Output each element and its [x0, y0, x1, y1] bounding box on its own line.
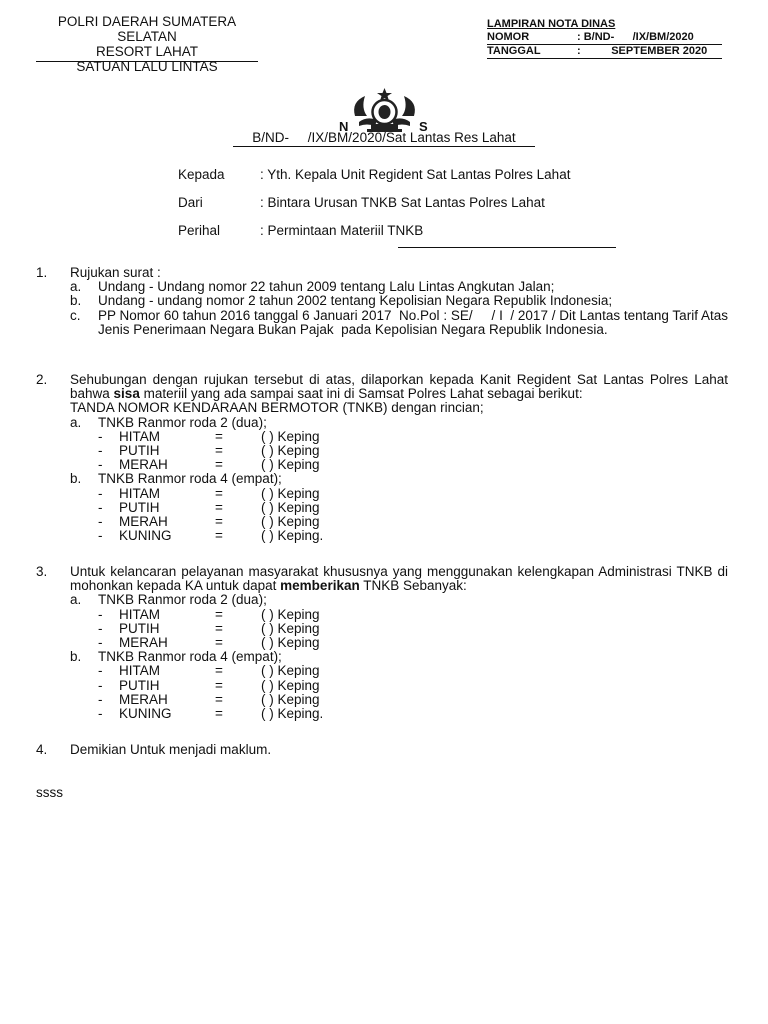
equals-sign: =	[215, 514, 223, 530]
nomor-label: NOMOR	[487, 31, 530, 43]
equals-sign: =	[215, 677, 223, 693]
color-name: KUNING	[119, 528, 172, 544]
bullet-dash: -	[98, 606, 103, 622]
bullet-dash: -	[98, 528, 103, 544]
quantity-row	[98, 608, 728, 622]
paragraph-text: Demikian Untuk menjadi maklum.	[70, 742, 272, 757]
header-divider	[36, 61, 258, 62]
quantity-row	[98, 664, 728, 678]
attachment-title: LAMPIRAN NOTA DINAS	[487, 18, 616, 30]
equals-sign: =	[215, 485, 223, 501]
nd-number-underline	[233, 146, 535, 147]
quantity-value: ( ) Keping	[261, 691, 320, 707]
paragraph-number: 3.	[36, 564, 48, 579]
quantity-row	[98, 622, 728, 636]
dari-label: Dari	[178, 195, 203, 210]
equals-sign: =	[215, 443, 223, 459]
quantity-value: ( ) Keping	[261, 499, 320, 515]
bullet-dash: -	[98, 663, 103, 679]
quantity-row	[98, 636, 728, 650]
quantity-row	[98, 707, 728, 721]
color-name: KUNING	[119, 706, 172, 722]
color-name: MERAH	[119, 635, 168, 651]
paragraph-text: Untuk kelancaran pelayanan masyarakat khususnya yang menggunakan kelengkapan Administrasi TNKB di mohonkan kepada KA untuk dapat memberikan TNKB Sebanyak:	[70, 564, 728, 594]
quantity-row	[98, 693, 728, 707]
emblem-letter-right: S	[419, 119, 428, 134]
paragraph-3	[36, 565, 728, 721]
color-name: MERAH	[119, 691, 168, 707]
bullet-dash: -	[98, 635, 103, 651]
color-name: MERAH	[119, 514, 168, 530]
subitem-b: b. TNKB Ranmor roda 4 (empat);	[70, 649, 282, 665]
paragraph-number: 1.	[36, 265, 48, 280]
address-divider	[398, 247, 616, 248]
bullet-dash: -	[98, 677, 103, 693]
quantity-value: ( ) Keping.	[261, 706, 324, 722]
perihal-label: Perihal	[178, 223, 221, 238]
equals-sign: =	[215, 457, 223, 473]
header-attachment	[487, 18, 722, 59]
equals-sign: =	[215, 428, 223, 444]
paragraph-2	[36, 373, 728, 543]
perihal-value: : Permintaan Materiil TNKB	[260, 223, 424, 238]
equals-sign: =	[215, 663, 223, 679]
nomor-value: : B/ND- /IX/BM/2020	[577, 31, 694, 43]
equals-sign: =	[215, 606, 223, 622]
bullet-dash: -	[98, 443, 103, 459]
reference-item: a. Undang - Undang nomor 22 tahun 2009 tentang Lalu Lintas Angkutan Jalan;	[70, 279, 555, 295]
color-name: PUTIH	[119, 499, 160, 515]
equals-sign: =	[215, 706, 223, 722]
quantity-value: ( ) Keping	[261, 457, 320, 473]
quantity-value: ( ) Keping	[261, 663, 320, 679]
bullet-dash: -	[98, 499, 103, 515]
bullet-dash: -	[98, 428, 103, 444]
paragraph-number: 4.	[36, 742, 48, 757]
color-name: HITAM	[119, 663, 160, 679]
quantity-row	[98, 501, 728, 515]
header-institution	[36, 14, 258, 74]
quantity-value: ( ) Keping	[261, 485, 320, 501]
color-list	[70, 487, 728, 544]
police-emblem-icon	[337, 86, 432, 134]
address-perihal	[178, 223, 423, 238]
color-name: HITAM	[119, 606, 160, 622]
attachment-title-row	[487, 18, 722, 31]
quantity-value: ( ) Keping	[261, 635, 320, 651]
color-name: MERAH	[119, 457, 168, 473]
bullet-dash: -	[98, 706, 103, 722]
equals-sign: =	[215, 528, 223, 544]
bullet-dash: -	[98, 620, 103, 636]
color-list	[70, 664, 728, 721]
tanggal-label: TANGGAL	[487, 45, 541, 57]
equals-sign: =	[215, 620, 223, 636]
color-name: HITAM	[119, 428, 160, 444]
attachment-nomor-row	[487, 31, 722, 45]
paragraph-1	[36, 265, 732, 337]
quantity-row	[98, 529, 728, 543]
subitem-a: a. TNKB Ranmor roda 2 (dua);	[70, 414, 267, 430]
subitem-a: a. TNKB Ranmor roda 2 (dua);	[70, 592, 267, 608]
bullet-dash: -	[98, 514, 103, 530]
paragraph-text: Sehubungan dengan rujukan tersebut di atas, dilaporkan kepada Kanit Regident Sat Lantas Polres Lahat bahwa sisa materiil yang ada sampai saat ini di Samsat Polres Lahat sebagai berikut:	[70, 372, 728, 402]
quantity-value: ( ) Keping.	[261, 528, 324, 544]
color-name: PUTIH	[119, 620, 160, 636]
paragraph-number: 2.	[36, 372, 48, 387]
color-name: PUTIH	[119, 677, 160, 693]
subitem-b: b. TNKB Ranmor roda 4 (empat);	[70, 471, 282, 487]
quantity-row	[98, 430, 728, 444]
bullet-dash: -	[98, 485, 103, 501]
emblem-letter-left: N	[339, 119, 349, 134]
quantity-value: ( ) Keping	[261, 677, 320, 693]
tanggal-value: : SEPTEMBER 2020	[577, 45, 708, 57]
quantity-value: ( ) Keping	[261, 428, 320, 444]
quantity-value: ( ) Keping	[261, 514, 320, 530]
quantity-value: ( ) Keping	[261, 443, 320, 459]
header-line-2: RESORT LAHAT	[95, 44, 199, 59]
equals-sign: =	[215, 691, 223, 707]
address-kepada	[178, 167, 570, 182]
dari-value: : Bintara Urusan TNKB Sat Lantas Polres Lahat	[260, 195, 545, 210]
header-line-1: POLRI DAERAH SUMATERA SELATAN	[57, 14, 237, 44]
equals-sign: =	[215, 499, 223, 515]
bullet-dash: -	[98, 691, 103, 707]
bullet-dash: -	[98, 457, 103, 473]
quantity-row	[98, 515, 728, 529]
quantity-row	[98, 679, 728, 693]
paragraph-text-line: TANDA NOMOR KENDARAAN BERMOTOR (TNKB) dengan rincian;	[70, 400, 484, 416]
attachment-tanggal-row	[487, 45, 722, 59]
quantity-value: ( ) Keping	[261, 620, 320, 636]
nd-number: B/ND- /IX/BM/2020/Sat Lantas Res Lahat	[252, 130, 516, 145]
kepada-value: : Yth. Kepala Unit Regident Sat Lantas Polres Lahat	[260, 167, 571, 182]
footer-text: ssss	[36, 785, 63, 800]
kepada-label: Kepada	[178, 167, 225, 182]
quantity-row	[98, 444, 728, 458]
paragraph-4	[36, 743, 728, 757]
color-name: PUTIH	[119, 443, 160, 459]
color-name: HITAM	[119, 485, 160, 501]
paragraph-intro: Rujukan surat :	[70, 265, 161, 280]
quantity-value: ( ) Keping	[261, 606, 320, 622]
header-line-3: SATUAN LALU LINTAS	[76, 59, 218, 74]
color-list	[70, 430, 728, 473]
address-dari	[178, 195, 545, 210]
reference-item: b. Undang - undang nomor 2 tahun 2002 tentang Kepolisian Negara Republik Indonesia;	[70, 293, 613, 309]
reference-item: c. PP Nomor 60 tahun 2016 tanggal 6 Januari 2017 No.Pol : SE/ / I / 2017 / Dit Lantas tentang Tarif Atas Jenis Penerimaan Negara Bukan Pajak pada Kepolisian Negara Republik Indonesia.	[70, 307, 732, 337]
equals-sign: =	[215, 635, 223, 651]
quantity-row	[98, 458, 728, 472]
color-list	[70, 608, 728, 651]
quantity-row	[98, 487, 728, 501]
